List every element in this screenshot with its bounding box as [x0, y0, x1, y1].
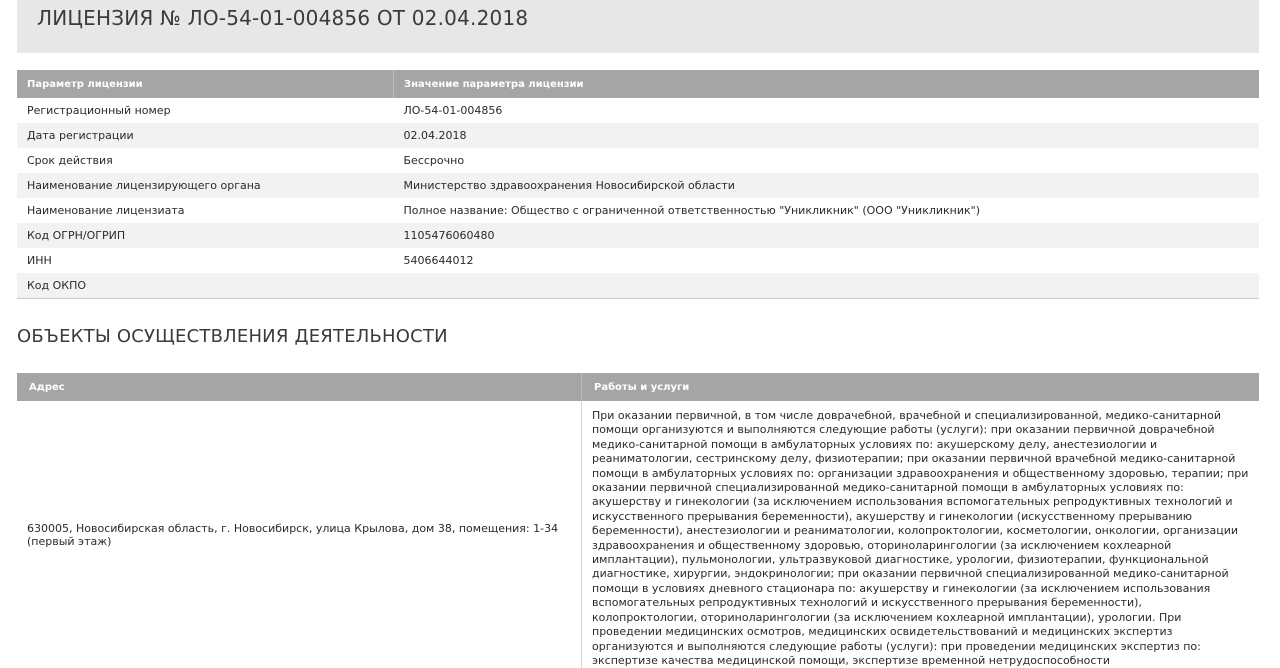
param-label: Наименование лицензирующего органа	[17, 173, 394, 198]
param-value: 5406644012	[403, 254, 474, 267]
table-header-row	[17, 70, 1259, 98]
table-row	[17, 98, 1259, 123]
license-header	[17, 0, 1259, 53]
param-value: ЛО-54-01-004856	[403, 104, 503, 117]
param-value: 1105476060480	[394, 223, 1260, 248]
table-row	[17, 173, 1259, 198]
table-row	[17, 123, 1259, 148]
table-row	[17, 273, 1259, 299]
license-parameters-table	[17, 70, 1259, 299]
param-value	[394, 273, 1260, 299]
works-cell: При оказании первичной, в том числе доврачебной, врачебной и специализированной, медико-санитарной помощи организуются и выполняются следующие работы (услуги): при оказании первичной доврачебной медико-санитарной помощи в амбулаторных условиях по: акушерскому делу, анестезиологии и реаниматологии, сестринскому делу, физиотерапии; при оказании первичной врачебной медико-санитарной помощи в амбулаторных условиях по: организации здравоохранения и общественному здоровью, терапии; при оказании первичной специализированной медико-санитарной помощи в амбулаторных условиях по: акушерству и гинекологии (за исключением использования вспомогательных репродуктивных технологий и искусственного прерывания беременности), акушерству и гинекологии (искусственному прерыванию беременности), анестезиологии и реаниматологии, колопроктологии, косметологии, онкологии, организации здравоохранения и общественному здоровью, оториноларингологии (за исключением кохлеарной имплантации), пульмонологии, ультразвуковой диагностике, урологии, физиотерапии, функциональной диагностике, хирургии, эндокринологии; при оказании первичной специализированной медико-санитарной помощи в условиях дневного стационара по: акушерству и гинекологии (за исключением использования вспомогательных репродуктивных технологий и искусственного прерывания беременности), колопроктологии, оториноларингологии (за исключением кохлеарной имплантации), урологии. При проведении медицинских осмотров, медицинских освидетельствований и медицинских экспертиз организуются и выполняются следующие работы (услуги): при проведении медицинских экспертиз по: экспертизе качества медицинской помощи, экспертизе временной нетрудоспособности	[592, 409, 1249, 667]
param-label: Дата регистрации	[17, 123, 394, 148]
column-header-value: Значение параметра лицензии	[394, 70, 1260, 98]
table-row	[17, 148, 1259, 173]
column-header-address: Адрес	[17, 373, 582, 401]
column-header-works: Работы и услуги	[582, 373, 1260, 401]
table-row	[17, 401, 1259, 668]
table-header-row	[17, 373, 1259, 401]
param-label: Срок действия	[27, 154, 113, 167]
table-row	[17, 223, 1259, 248]
column-header-parameter: Параметр лицензии	[17, 70, 394, 98]
table-row	[17, 248, 1259, 273]
table-row	[17, 198, 1259, 223]
param-value: Бессрочно	[403, 154, 465, 167]
section-title-objects: ОБЪЕКТЫ ОСУЩЕСТВЛЕНИЯ ДЕЯТЕЛЬНОСТИ	[17, 326, 448, 347]
param-label: Наименование лицензиата	[27, 204, 185, 217]
address-cell: 630005, Новосибирская область, г. Новосибирск, улица Крылова, дом 38, помещения: 1-34 (первый этаж)	[17, 401, 582, 668]
param-value: 02.04.2018	[394, 123, 1260, 148]
param-label: ИНН	[27, 254, 52, 267]
param-value: Полное название: Общество с ограниченной ответственностью "Уникликник" (ООО "Уникликник")	[403, 204, 981, 217]
activity-objects-table	[17, 373, 1259, 668]
page-title: ЛИЦЕНЗИЯ № ЛО-54-01-004856 ОТ 02.04.2018	[37, 6, 529, 30]
param-label: Код ОГРН/ОГРИП	[17, 223, 394, 248]
param-value: Министерство здравоохранения Новосибирской области	[394, 173, 1260, 198]
param-label: Код ОКПО	[17, 273, 394, 299]
param-label: Регистрационный номер	[27, 104, 171, 117]
